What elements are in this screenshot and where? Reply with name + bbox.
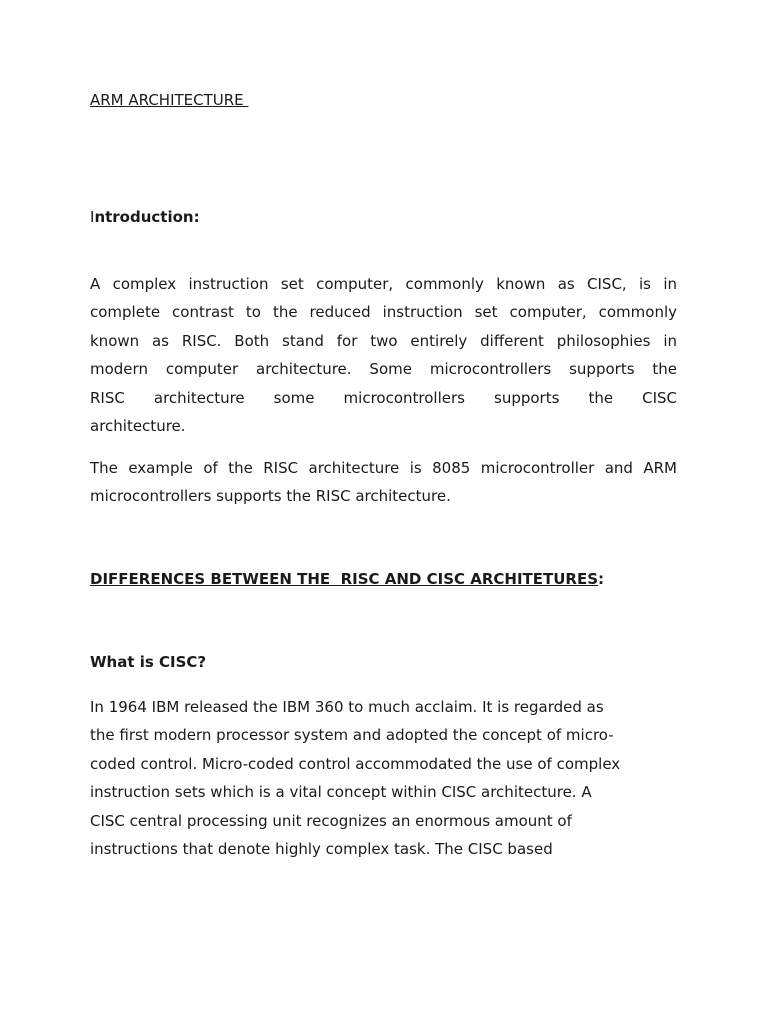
paragraph-line: instructions that denote highly complex task. The CISC based [90,840,553,859]
paragraph-line: microcontrollers supports the RISC architecture. [90,487,451,506]
paragraph-line: The example of the RISC architecture is 8085 microcontroller and ARM [90,459,677,477]
what-is-cisc-heading: What is CISC? [90,653,207,671]
paragraph-line: In 1964 IBM released the IBM 360 to much acclaim. It is regarded as [90,698,604,716]
paragraph-line: complete contrast to the reduced instruction set computer, commonly [90,303,677,322]
document-title: ARM ARCHITECTURE [90,91,249,109]
differences-heading [90,565,677,593]
differences-heading-text: DIFFERENCES BETWEEN THE RISC AND CISC ARCHITETURES [90,570,599,588]
paragraph-line: CISC central processing unit recognizes an enormous amount of [90,811,572,830]
paragraph-line: A complex instruction set computer, commonly known as CISC, is in [90,275,677,293]
differences-heading-colon: : [598,570,605,588]
paragraph-line: the first modern processor system and adopted the concept of micro- [90,726,614,745]
paragraph-line: architecture. [90,417,186,436]
paragraph-line: known as RISC. Both stand for two entirely different philosophies in [90,331,677,350]
introduction-heading-initial: I [90,208,95,226]
paragraph-line: RISC architecture some microcontrollers supports the CISC [90,388,677,407]
paragraph-line: coded control. Micro-coded control accommodated the use of complex [90,754,621,773]
introduction-heading [90,203,677,231]
cisc-paragraph [90,693,662,863]
introduction-paragraph [90,270,677,440]
paragraph-line: modern computer architecture. Some microcontrollers supports the [90,360,677,379]
example-paragraph [90,454,677,511]
paragraph-line: instruction sets which is a vital concept within CISC architecture. A [90,783,592,802]
introduction-heading-rest: ntroduction: [94,208,200,226]
